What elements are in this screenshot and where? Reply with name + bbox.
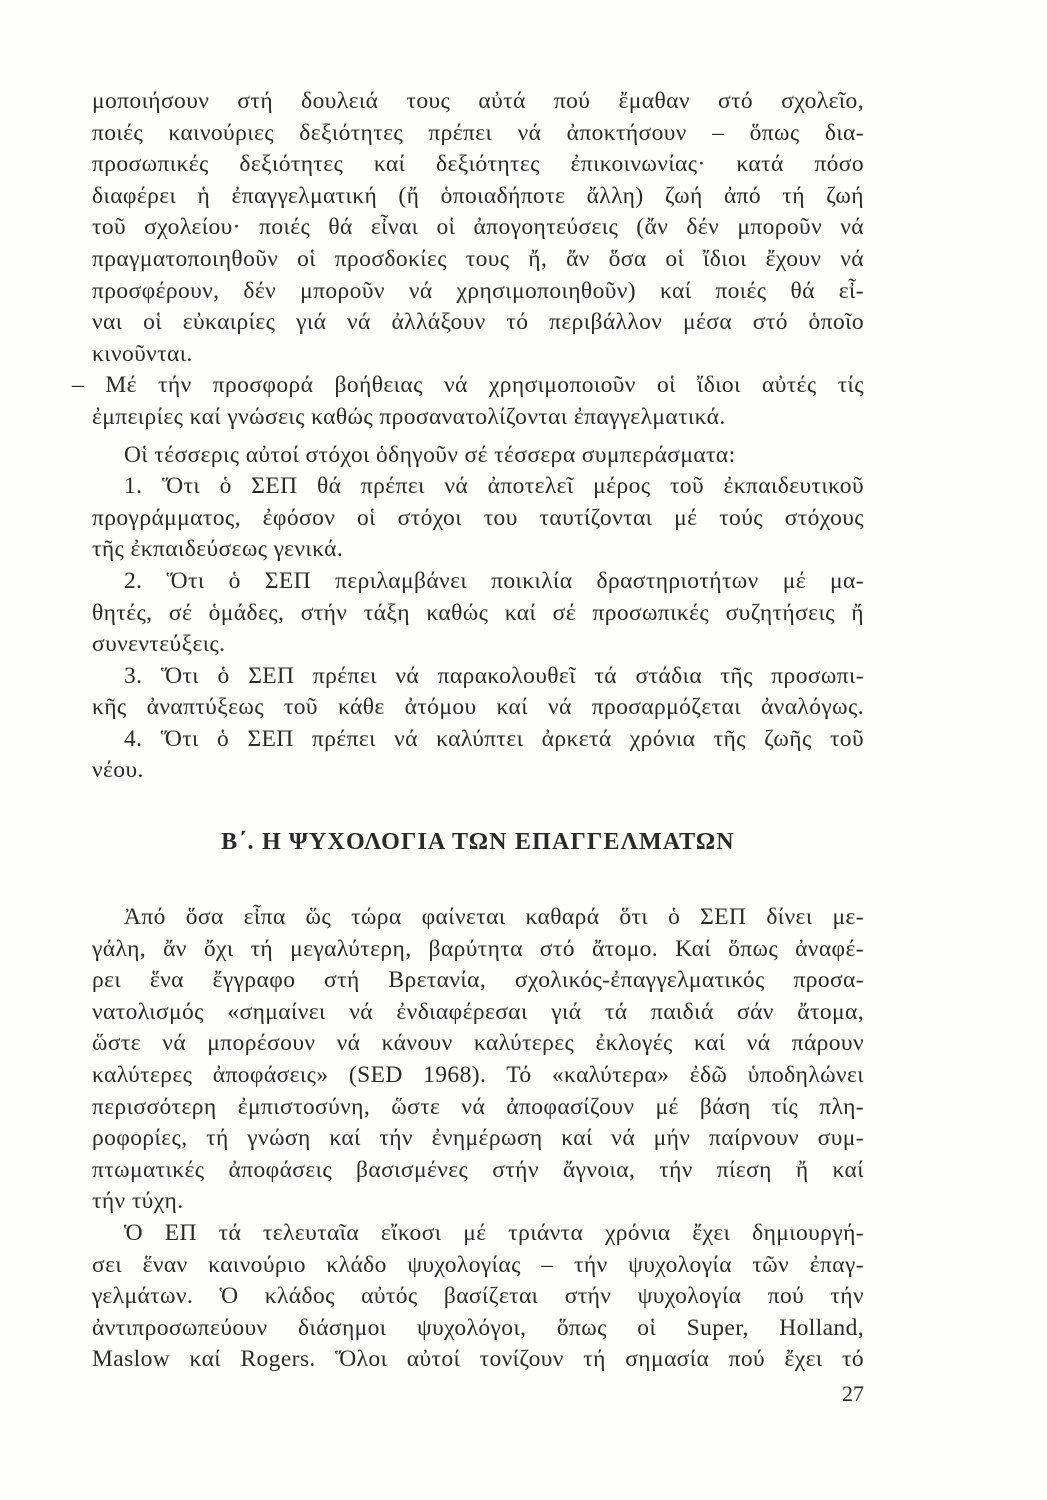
text-line: μοποιήσουν στή δουλειά τους αὐτά πού ἔμαθαν στό σχολεῖο, [92, 88, 864, 114]
text-line: διαφέρει ἡ ἐπαγγελματική (ἤ ὁποιαδήποτε ἄλλη) ζωή ἀπό τή ζωή [92, 182, 864, 209]
text-section-conclusions [72, 86, 864, 787]
text-line: κινοῦνται. [92, 340, 193, 367]
text-line: θητές, σέ ὁμάδες, στήν τάξη καθώς καί σέ προσωπικές συζητήσεις ἤ [92, 599, 864, 626]
text-line: ροφορίες, τή γνώση καί τήν ἐνημέρωση καί νά μήν παίρνουν συμ- [92, 1125, 864, 1152]
text-line: προσφέρουν, δέν μποροῦν νά χρησιμοποιηθοῦν) καί ποιές θά εἶ- [92, 277, 864, 304]
text-line: νέου. [92, 757, 144, 784]
text-line: ποιές καινούριες δεξιότητες πρέπει νά ἀποκτήσουν – ὅπως δια- [92, 119, 864, 146]
bullet-line: – Μέ τήν προσφορά βοήθειας νά χρησιμοποιοῦν οἱ ἴδιοι αὐτές τίς [72, 372, 864, 399]
text-line: τῆς ἐκπαιδεύσεως γενικά. [92, 536, 344, 563]
page-number: 27 [842, 1381, 864, 1406]
list-item-1: 1. Ὅτι ὁ ΣΕΠ θά πρέπει νά ἀποτελεῖ μέρος τοῦ ἐκπαιδευτικοῦ [124, 473, 864, 500]
text-line: ἀντιπροσωπεύουν διάσημοι ψυχολόγοι, ὅπως οἱ Super, Holland, [92, 1314, 864, 1341]
text-line: πραγματοποιηθοῦν οἱ προσδοκίες τους ἤ, ἄν ὅσα οἱ ἴδιοι ἔχουν νά [92, 245, 864, 272]
text-line: καλύτερες ἀποφάσεις» (SED 1968). Τό «καλύτερα» ἐδῶ ὑποδηλώνει [92, 1061, 864, 1088]
text-line: προσωπικές δεξιότητες καί δεξιότητες ἐπικοινωνίας· κατά πόσο [92, 151, 864, 178]
text-line: ρει ἕνα ἔγγραφο στή Βρετανία, σχολικός-ἐπαγγελματικός προσα- [92, 967, 864, 994]
text-line: περισσότερη ἐμπιστοσύνη, ὥστε νά ἀποφασίζουν μέ βάση τίς πλη- [92, 1093, 864, 1120]
text-line: γελμάτων. Ὁ κλάδος αὐτός βασίζεται στήν ψυχολογία πού τήν [92, 1283, 864, 1310]
text-line: κῆς ἀναπτύξεως τοῦ κάθε ἀτόμου καί νά προσαρμόζεται ἀναλόγως. [92, 694, 864, 721]
text-line: συνεντεύξεις. [92, 631, 226, 658]
text-line: προγράμματος, ἐφόσον οἱ στόχοι του ταυτίζονται μέ τούς στόχους [92, 504, 864, 531]
list-item-4: 4. Ὅτι ὁ ΣΕΠ πρέπει νά καλύπτει ἀρκετά χρόνια τῆς ζωῆς τοῦ [124, 725, 864, 752]
text-line: ἐμπειρίες καί γνώσεις καθώς προσανατολίζονται ἐπαγγελματικά. [92, 403, 726, 430]
paragraph-first-line: Οἱ τέσσερις αὐτοί στόχοι ὁδηγοῦν σέ τέσσερα συμπεράσματα: [124, 441, 736, 468]
text-line: γάλη, ἄν ὄχι τή μεγαλύτερη, βαρύτητα στό ἄτομο. Καί ὅπως ἀναφέ- [92, 935, 864, 962]
list-item-3: 3. Ὅτι ὁ ΣΕΠ πρέπει νά παρακολουθεῖ τά στάδια τῆς προσωπι- [124, 662, 864, 689]
list-item-2: 2. Ὅτι ὁ ΣΕΠ περιλαμβάνει ποικιλία δραστηριοτήτων μέ μα- [124, 567, 864, 594]
text-line: σει ἕναν καινούριο κλάδο ψυχολογίας – τήν ψυχολογία τῶν ἐπαγ- [92, 1251, 864, 1278]
text-line: τοῦ σχολείου· ποιές θά εἶναι οἱ ἀπογοητεύσεις (ἄν δέν μποροῦν νά [92, 214, 864, 241]
text-line: ὥστε νά μπορέσουν νά κάνουν καλύτερες ἐκλογές καί νά πάρουν [92, 1030, 864, 1057]
text-line: τήν τύχη. [92, 1188, 184, 1215]
text-line: Maslow καί Rogers. Ὅλοι αὐτοί τονίζουν τή σημασία πού ἔχει τό [92, 1346, 864, 1373]
paragraph-first-line: Ὁ ΕΠ τά τελευταῖα εἴκοσι μέ τριάντα χρόνια ἔχει δημιουργή- [124, 1219, 864, 1246]
text-line: πτωματικές ἀποφάσεις βασισμένες στήν ἄγνοια, τήν πίεση ἤ καί [92, 1156, 864, 1183]
text-section-psychology [92, 902, 864, 1376]
text-line: νατολισμός «σημαίνει νά ἐνδιαφέρεσαι γιά τά παιδιά σάν ἄτομα, [92, 998, 864, 1025]
paragraph-first-line: Ἀπό ὅσα εἶπα ὥς τώρα φαίνεται καθαρά ὅτι ὁ ΣΕΠ δίνει με- [124, 904, 864, 930]
text-line: ναι οἱ εὐκαιρίες γιά νά ἀλλάξουν τό περιβάλλον μέσα στό ὁποῖο [92, 309, 864, 336]
section-heading: Β΄. Η ΨΥΧΟΛΟΓΙΑ ΤΩΝ ΕΠΑΓΓΕΛΜΑΤΩΝ [221, 829, 735, 855]
